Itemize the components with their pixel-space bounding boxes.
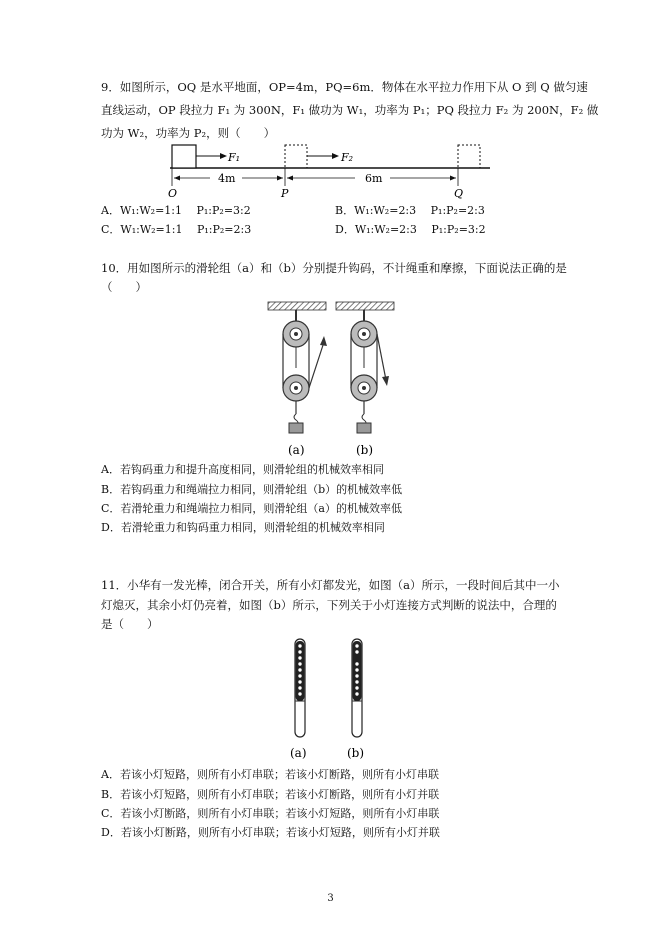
q10-pulley-figure	[262, 298, 412, 458]
label-a: (a)	[290, 746, 307, 760]
q11-option-d: D．若该小灯断路，则所有小灯串联；若该小灯短路，则所有小灯并联	[101, 826, 440, 839]
f2-label: F₂	[341, 151, 354, 164]
point-o: O	[168, 187, 178, 200]
q11-option-a: A．若该小灯短路，则所有小灯串联；若该小灯断路，则所有小灯串联	[101, 768, 439, 781]
q9-line-3: 功为 W₂，功率为 P₂，则（ ）	[101, 126, 276, 140]
q9-option-c: C．W₁:W₂=1:1 P₁:P₂=2:3	[101, 223, 252, 236]
dist-6m: 6m	[365, 172, 383, 185]
point-p: P	[281, 187, 289, 200]
q11-line-3: 是（ ）	[101, 617, 159, 631]
q11-option-b: B．若该小灯短路，则所有小灯串联；若该小灯断路，则所有小灯并联	[101, 788, 440, 801]
q11-light-stick-figure	[280, 636, 380, 760]
q10-option-c: C．若滑轮重力和绳端拉力相同，则滑轮组（a）的机械效率低	[101, 502, 402, 515]
q9-line-1: 9．如图所示，OQ 是水平地面，OP=4m，PQ=6m．物体在水平拉力作用下从 O 到 Q 做匀速	[101, 80, 588, 94]
dist-4m: 4m	[218, 172, 236, 185]
page-number: 3	[327, 893, 334, 904]
q10-option-a: A．若钩码重力和提升高度相同，则滑轮组的机械效率相同	[101, 463, 384, 476]
q9-figure	[160, 140, 500, 200]
q10-line-2: （ ）	[101, 280, 147, 294]
q11-option-c: C．若该小灯断路，则所有小灯串联；若该小灯短路，则所有小灯串联	[101, 807, 440, 820]
f1-label: F₁	[228, 151, 241, 164]
q9-line-2: 直线运动，OP 段拉力 F₁ 为 300N，F₁ 做功为 W₁，功率为 P₁；PQ 段拉力 F₂ 为 200N，F₂ 做	[101, 103, 599, 117]
q9-option-d: D．W₁:W₂=2:3 P₁:P₂=3:2	[335, 223, 486, 236]
label-a: (a)	[288, 443, 305, 457]
q10-option-b: B．若钩码重力和绳端拉力相同，则滑轮组（b）的机械效率低	[101, 483, 403, 496]
q9-option-b: B．W₁:W₂=2:3 P₁:P₂=2:3	[335, 204, 485, 217]
q10-line-1: 10．用如图所示的滑轮组（a）和（b）分别提升钩码，不计绳重和摩擦，下面说法正确的是	[101, 261, 567, 275]
q11-line-2: 灯熄灭，其余小灯仍亮着，如图（b）所示，下列关于小灯连接方式判断的说法中，合理的	[101, 598, 557, 612]
label-b: (b)	[347, 746, 365, 760]
q11-line-1: 11．小华有一发光棒，闭合开关，所有小灯都发光，如图（a）所示，一段时间后其中一小	[101, 578, 560, 592]
q9-option-a: A．W₁:W₂=1:1 P₁:P₂=3:2	[101, 204, 251, 217]
label-b: (b)	[356, 443, 374, 457]
point-q: Q	[454, 187, 464, 200]
q10-option-d: D．若滑轮重力和钩码重力相同，则滑轮组的机械效率相同	[101, 521, 385, 534]
